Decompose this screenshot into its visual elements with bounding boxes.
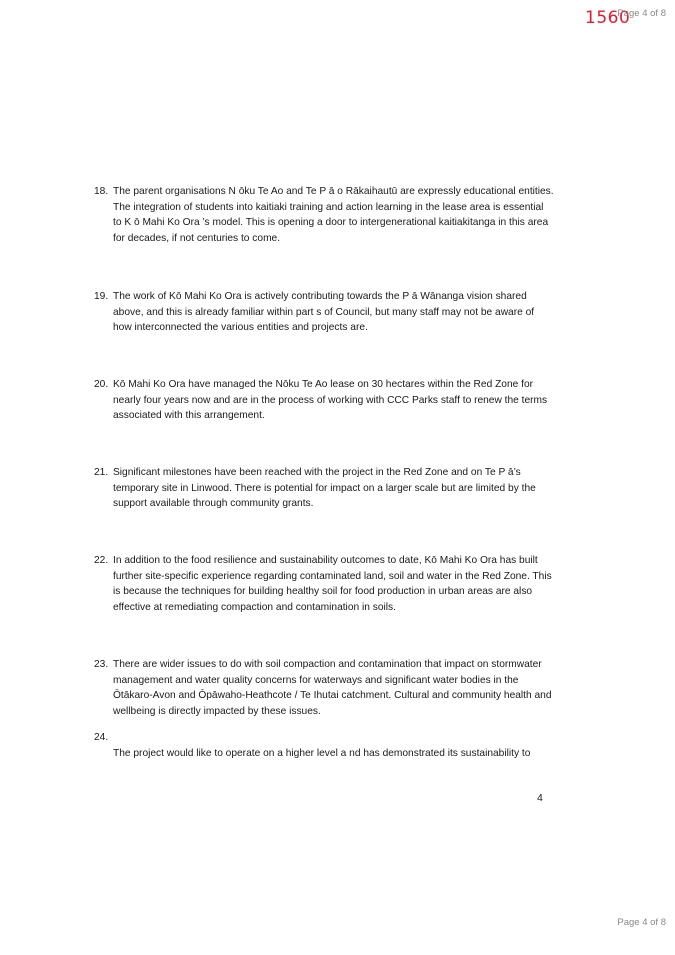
paragraph-20 — [94, 377, 554, 424]
paragraph-text: Significant milestones have been reached with the project in the Red Zone and on Te P ā’s temporary site in Linwood. There is potential for impact on a larger scale but are limited by the support available through community grants. — [113, 467, 536, 509]
paragraph-text: The work of Kō Mahi Ko Ora is actively contributing towards the P ā Wānanga vision shared above, and this is already familiar within part s of Council, but many staff may not be aware of how interconnected the various entities and projects are. — [113, 291, 535, 333]
paragraph-21 — [94, 465, 554, 512]
paragraph-text: The project would like to operate on a higher level a nd has demonstrated its sustainability to — [113, 747, 531, 759]
paragraph-text: There are wider issues to do with soil compaction and contamination that impact on stormwater management and water quality concerns for waterways and significant water bodies in the Ōtākaro-Avon and Ōpāwaho-Heathcote / Te Ihutai catchment. Cultural and community health and wellbeing is directly impacted by these issues. — [113, 659, 552, 717]
paragraph-number: 19. — [94, 291, 109, 302]
paragraph-number: 20. — [94, 379, 109, 390]
paragraph-text: In addition to the food resilience and sustainability outcomes to date, Kō Mahi Ko Ora has built further site-specific experience regarding contaminated land, soil and water in the Red Zone. This is because the techniques for building healthy soil for food production in urban areas are also effective at remediating compaction and contamination in soils. — [113, 555, 552, 613]
footer-page-label: Page 4 of 8 — [617, 917, 666, 928]
document-stamp-number: 1560 — [585, 8, 631, 28]
paragraph-23 — [94, 657, 554, 719]
paragraph-text: Kō Mahi Ko Ora have managed the Nōku Te Ao lease on 30 hectares within the Red Zone for nearly four years now and are in the process of working with CCC Parks staff to renew the terms associated with this arrangement. — [113, 379, 548, 421]
paragraph-number: 22. — [94, 555, 109, 566]
paragraph-22 — [94, 553, 554, 615]
paragraph-number: 23. — [94, 659, 109, 670]
paragraph-text: The parent organisations N ōku Te Ao and Te P ā o Rākaihautū are expressly educational entities. The integration of students into kaitiaki training and action learning in the lease area is essential to K ō Mahi Ko Ora ’s model. This is opening a door to intergenerational kaitiakitanga in this area for decades, if not centuries to come. — [113, 186, 554, 244]
paragraph-number: 18. — [94, 186, 109, 197]
page-number: 4 — [537, 792, 543, 804]
header-page-label: Page 4 of 8 — [617, 8, 666, 19]
paragraph-number: 21. — [94, 467, 109, 478]
paragraph-24 — [94, 730, 554, 761]
paragraph-18 — [94, 184, 554, 246]
paragraph-19 — [94, 289, 554, 336]
paragraph-number: 24. — [94, 732, 109, 743]
